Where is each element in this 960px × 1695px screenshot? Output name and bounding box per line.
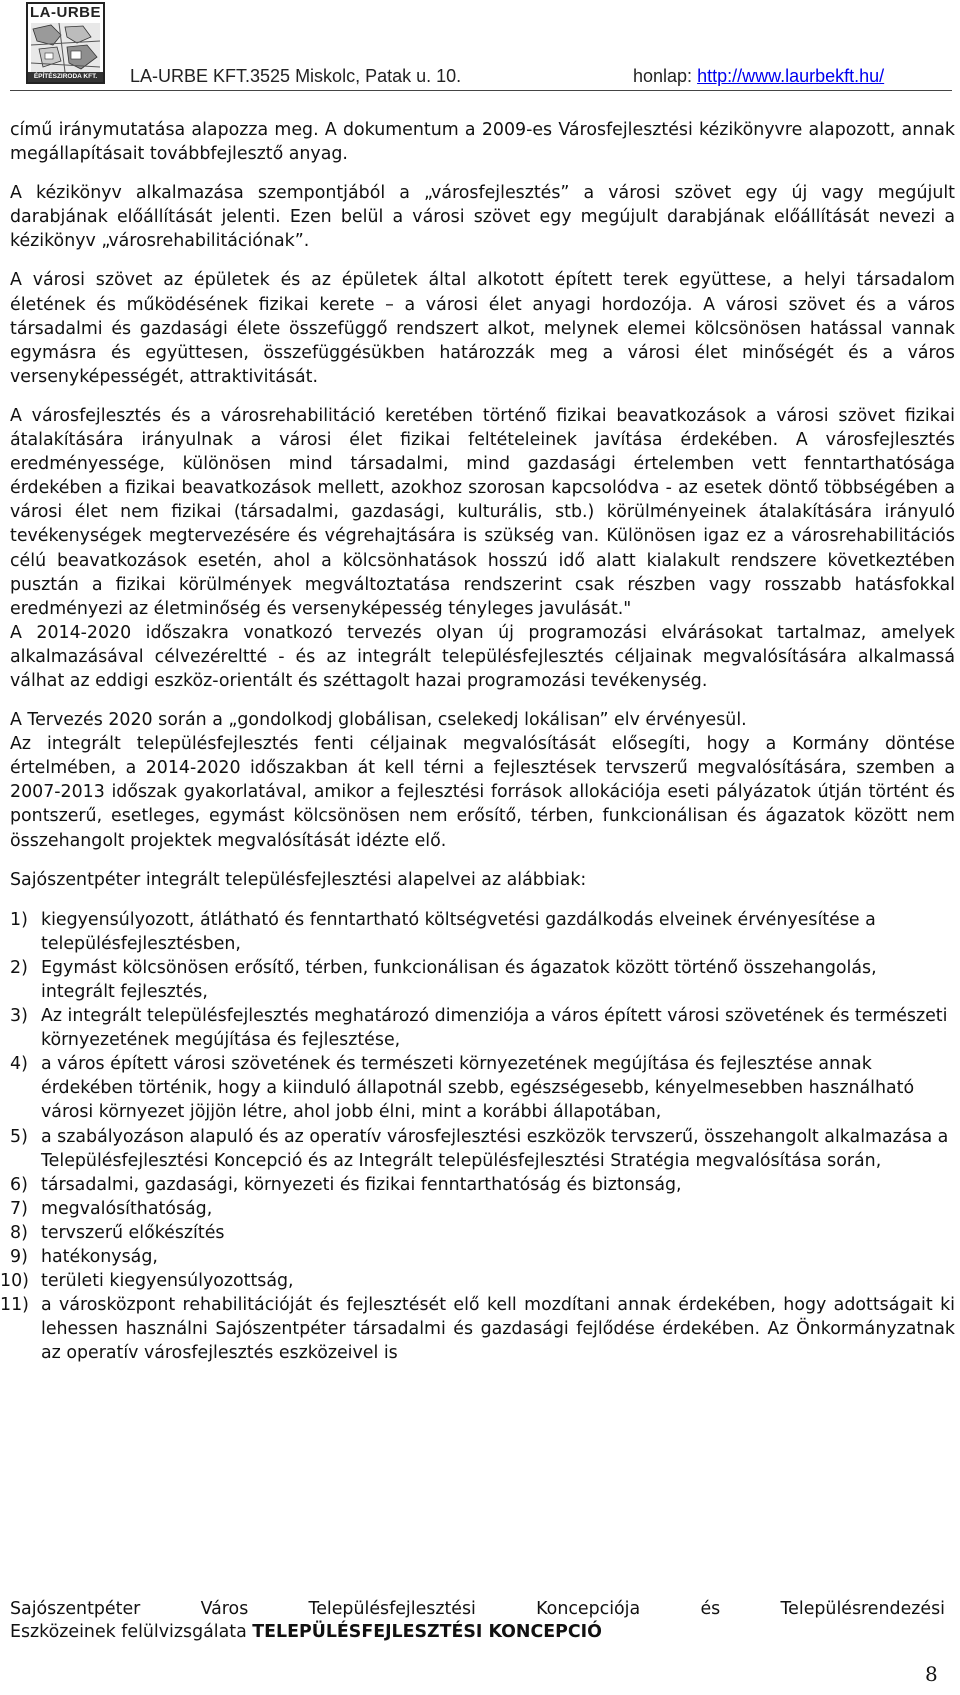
list-item: 8) tervszerű előkészítés: [10, 1222, 225, 1243]
list-item: 6) társadalmi, gazdasági, környezeti és fizikai fenntarthatóság és biztonság,: [10, 1174, 682, 1195]
document-body: [0, 118, 955, 1366]
logo-map-icon: [31, 23, 100, 72]
page-footer: [10, 1598, 945, 1644]
paragraph: Az integrált településfejlesztés fenti céljainak megvalósítását elősegíti, hogy a Kormány döntése értelmében, a 2014-2020 időszakban át kell térni a fejlesztések tervszerű megvalósítására, szemben a 2007-2013 időszak gyakorlatával, amikor a fejlesztési források allokációja eseti pályázatok útján történt és pontszerű, esetleges, egymást kölcsönösen nem erősítő, térben, funkcionálisan és ágazatok között nem összehangolt projektek megvalósítását idézte elő.: [10, 734, 955, 851]
company-address: LA-URBE KFT.3525 Miskolc, Patak u. 10.: [130, 66, 462, 86]
footer-title-line: Sajószentpéter Város Településfejlesztési Koncepciója és Településrendezési: [10, 1599, 945, 1619]
logo-subtitle: ÉPÍTÉSZIRODA KFT.: [28, 72, 103, 82]
paragraph: A Tervezés 2020 során a „gondolkodj globálisan, cselekedj lokálisan” elv érvényesül.: [10, 710, 747, 731]
paragraph: A kézikönyv alkalmazása szempontjából a „városfejlesztés” a városi szövet egy új vagy megújult darabjának előállítását jelenti. Ezen belül a városi szövet egy megújult darabjának előállítását nevezi a kézikönyv „városrehabilitációnak”.: [10, 183, 955, 252]
list-item: 1) kiegyensúlyozott, átlátható és fenntartható költségvetési gazdálkodás elveinek érvényesítése a településfejlesztésben,: [10, 909, 876, 954]
list-item: 3) Az integrált településfejlesztés meghatározó dimenziója a város épített városi szövetének és természeti környezetének megújítása és fejlesztése,: [10, 1006, 948, 1051]
paragraph: A városfejlesztés és a városrehabilitáció keretében történő fizikai beavatkozások a városi szövet fizikai átalakítására irányulnak a városi élet fizikai feltételeinek javítása érdekében. A városfejlesztés eredményessége, különösen mind társadalmi, mind gazdasági értelemben vett fenntarthatósága érdekében a fizikai beavatkozások mellett, azokhoz szorosan kapcsolódva - az esetek döntő többségében a városi élet nem fizikai (társadalmi, gazdasági, kulturális, stb.) körülményeinek átalakítására irányuló tevékenységek megtervezésére és végrehajtására is szükség van. Különösen igaz ez a városrehabilitációs célú beavatkozások esetén, ahol a kölcsönhatások hosszú idő alatt kialakult rendszere következtében pusztán a fizikai körülmények megváltoztatása rendszerint csak részben vagy rosszabb hatásfokkal eredményezi az életminőség és versenyképesség tényleges javulását.": [10, 405, 955, 619]
website-info: [633, 66, 884, 87]
list-intro: Sajószentpéter integrált településfejlesztési alapelvei az alábbiak:: [10, 869, 587, 890]
website-link[interactable]: http://www.laurbekft.hu/: [697, 66, 885, 86]
list-item: 11) a városközpont rehabilitációját és fejlesztését elő kell mozdítani annak érdekében, hogy adottságait ki lehessen használni Sajószentpéter társadalmi és gazdasági fejlődése érdekében. Az Önkormányzatnak az operatív városfejlesztés eszközeivel is: [0, 1295, 955, 1364]
website-label: honlap:: [633, 66, 693, 86]
footer-subtitle-line: [10, 1621, 945, 1644]
page-header: [0, 0, 960, 90]
list-item: 4) a város épített városi szövetének és természeti környezetének megújítása és fejlesztése annak érdekében történik, hogy a kiinduló állapotnál szebb, egészségesebb, kényelmesebben használható városi környezet jöjjön létre, ahol jobb élni, mint a korábbi állapotában,: [10, 1054, 915, 1123]
logo-wordmark: LA-URBE: [30, 4, 101, 21]
paragraph: A városi szövet az épületek és az épületek által alkotott épített terek együttese, a helyi társadalom életének és működésének fizikai kerete – a városi élet anyagi hordozója. A városi szövet és a város társadalmi és gazdasági élete összefüggő rendszert alkot, melynek elemei kölcsönösen hatással vannak egymásra és együttesen, összefüggésükben határozzák meg a városi élet minőségét és a város versenyképességét, attraktivitását.: [10, 270, 955, 387]
list-item: 7) megvalósíthatóság,: [10, 1198, 213, 1219]
principles-list: [0, 908, 955, 1366]
page-number: 8: [925, 1662, 938, 1686]
list-item: 10) területi kiegyensúlyozottság,: [0, 1271, 294, 1292]
list-item: 2) Egymást kölcsönösen erősítő, térben, funkcionálisan és ágazatok között történő összehangolás, integrált fejlesztés,: [10, 957, 877, 1002]
list-item: 5) a szabályozáson alapuló és az operatív városfejlesztési eszközök tervszerű, összehangolt alkalmazása a Településfejlesztési Koncepció és az Integrált településfejlesztési Stratégia megvalósítása során,: [10, 1126, 949, 1171]
list-item: 9) hatékonyság,: [10, 1247, 158, 1268]
footer-subtitle-text: Eszközeinek felülvizsgálata: [10, 1622, 253, 1642]
company-logo: [26, 2, 105, 84]
footer-document-type: TELEPÜLÉSFEJLESZTÉSI KONCEPCIÓ: [252, 1622, 602, 1642]
header-divider: [10, 90, 952, 91]
paragraph: című iránymutatása alapozza meg. A dokumentum a 2009-es Városfejlesztési kézikönyvre alapozott, annak megállapításait továbbfejlesztő anyag.: [10, 120, 955, 165]
paragraph: A 2014-2020 időszakra vonatkozó tervezés olyan új programozási elvárásokat tartalmaz, amelyek alkalmazásával célvezéreltté - és az integrált településfejlesztés céljainak megvalósítására alkalmassá válhat az eddigi eszköz-orientált és széttagolt hazai programozási tevékenység.: [10, 622, 955, 691]
